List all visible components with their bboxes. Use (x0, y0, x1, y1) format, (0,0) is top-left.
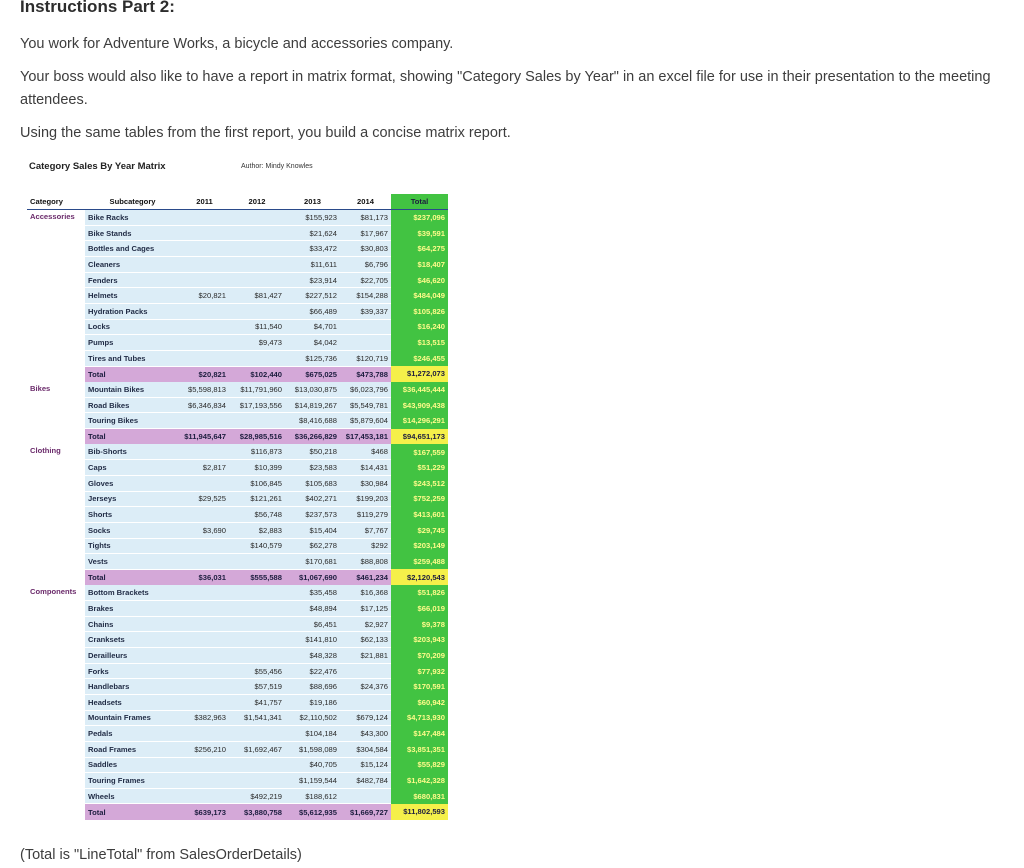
grand-total-cell: $2,120,543 (391, 569, 448, 585)
subcategory-label: Headsets (85, 695, 180, 711)
category-total-row (27, 804, 448, 820)
year-value-cell: $199,203 (340, 491, 391, 507)
year-value-cell: $8,416,688 (285, 413, 340, 429)
category-label: Components (30, 587, 77, 597)
year-value-cell: $120,719 (340, 350, 391, 366)
year-value-cell: $48,894 (285, 601, 340, 617)
year-total-cell: $36,266,829 (285, 429, 340, 445)
year-value-cell: $140,579 (229, 538, 285, 554)
row-total-cell: $246,455 (391, 350, 448, 366)
matrix-row (27, 554, 448, 570)
row-total-cell: $237,096 (391, 210, 448, 226)
matrix-row (27, 616, 448, 632)
subcategory-label: Caps (85, 460, 180, 476)
grand-total-cell: $1,272,073 (391, 366, 448, 382)
year-value-cell: $40,705 (285, 757, 340, 773)
year-value-cell: $104,184 (285, 726, 340, 742)
matrix-row (27, 257, 448, 273)
row-total-cell: $18,407 (391, 257, 448, 273)
subcategory-label: Bike Racks (85, 210, 180, 226)
matrix-row (27, 413, 448, 429)
year-value-cell: $39,337 (340, 303, 391, 319)
year-value-cell (340, 319, 391, 335)
year-value-cell (180, 773, 229, 789)
year-value-cell: $17,967 (340, 225, 391, 241)
row-total-cell: $9,378 (391, 616, 448, 632)
year-value-cell: $15,404 (285, 522, 340, 538)
subcategory-label: Chains (85, 616, 180, 632)
year-value-cell (180, 272, 229, 288)
row-total-cell: $13,515 (391, 335, 448, 351)
year-value-cell: $30,984 (340, 476, 391, 492)
row-total-cell: $29,745 (391, 522, 448, 538)
year-value-cell (340, 663, 391, 679)
row-total-cell: $167,559 (391, 444, 448, 460)
subcategory-label: Bib-Shorts (85, 444, 180, 460)
year-value-cell: $7,767 (340, 522, 391, 538)
year-value-cell: $105,683 (285, 476, 340, 492)
year-value-cell (229, 257, 285, 273)
year-2014-header: 2014 (340, 194, 391, 210)
matrix-row (27, 648, 448, 664)
year-value-cell: $5,598,813 (180, 382, 229, 398)
matrix-row (27, 476, 448, 492)
matrix-row (27, 726, 448, 742)
subcategory-label: Socks (85, 522, 180, 538)
year-total-cell: $11,945,647 (180, 429, 229, 445)
subcategory-label: Jerseys (85, 491, 180, 507)
subcategory-label: Shorts (85, 507, 180, 523)
year-value-cell (180, 757, 229, 773)
year-value-cell: $2,817 (180, 460, 229, 476)
year-value-cell: $62,133 (340, 632, 391, 648)
subcategory-label: Brakes (85, 601, 180, 617)
year-total-cell: $3,880,758 (229, 804, 285, 820)
total-label: Total (85, 366, 180, 382)
subcategory-label: Saddles (85, 757, 180, 773)
year-total-cell: $1,669,727 (340, 804, 391, 820)
year-value-cell: $10,399 (229, 460, 285, 476)
matrix-row (27, 538, 448, 554)
year-value-cell: $23,583 (285, 460, 340, 476)
year-value-cell: $6,023,796 (340, 382, 391, 398)
year-value-cell: $1,541,341 (229, 710, 285, 726)
year-value-cell: $48,328 (285, 648, 340, 664)
year-value-cell: $4,701 (285, 319, 340, 335)
subcategory-label: Road Frames (85, 741, 180, 757)
row-total-cell: $51,229 (391, 460, 448, 476)
row-total-cell: $51,826 (391, 585, 448, 601)
year-value-cell: $22,476 (285, 663, 340, 679)
year-value-cell: $116,873 (229, 444, 285, 460)
year-value-cell: $21,624 (285, 225, 340, 241)
row-total-cell: $39,591 (391, 225, 448, 241)
year-value-cell (229, 601, 285, 617)
footnote: (Total is "LineTotal" from SalesOrderDetails) (20, 847, 302, 863)
subcategory-label: Pumps (85, 335, 180, 351)
year-value-cell: $304,584 (340, 741, 391, 757)
year-value-cell (229, 726, 285, 742)
subcategory-label: Touring Bikes (85, 413, 180, 429)
year-value-cell: $15,124 (340, 757, 391, 773)
row-total-cell: $16,240 (391, 319, 448, 335)
subcategory-label: Road Bikes (85, 397, 180, 413)
row-total-cell: $105,826 (391, 303, 448, 319)
subcategory-label: Fenders (85, 272, 180, 288)
year-value-cell: $14,431 (340, 460, 391, 476)
year-value-cell: $55,456 (229, 663, 285, 679)
year-value-cell: $6,346,834 (180, 397, 229, 413)
year-total-cell: $1,067,690 (285, 569, 340, 585)
row-total-cell: $14,296,291 (391, 413, 448, 429)
year-value-cell: $2,110,502 (285, 710, 340, 726)
subcategory-label: Locks (85, 319, 180, 335)
year-value-cell: $227,512 (285, 288, 340, 304)
year-value-cell: $679,124 (340, 710, 391, 726)
year-value-cell: $402,271 (285, 491, 340, 507)
matrix-row (27, 288, 448, 304)
row-total-cell: $484,049 (391, 288, 448, 304)
year-value-cell: $29,525 (180, 491, 229, 507)
category-label: Accessories (30, 212, 75, 222)
row-total-cell: $203,943 (391, 632, 448, 648)
year-value-cell (180, 726, 229, 742)
year-value-cell: $13,030,875 (285, 382, 340, 398)
year-value-cell (229, 272, 285, 288)
year-value-cell (180, 350, 229, 366)
year-value-cell (180, 335, 229, 351)
year-value-cell (180, 788, 229, 804)
subcategory-label: Wheels (85, 788, 180, 804)
matrix-row (27, 695, 448, 711)
year-total-cell: $675,025 (285, 366, 340, 382)
year-value-cell (180, 303, 229, 319)
year-value-cell: $3,690 (180, 522, 229, 538)
year-value-cell: $88,808 (340, 554, 391, 570)
year-value-cell (180, 444, 229, 460)
year-value-cell (229, 350, 285, 366)
subcategory-label: Vests (85, 554, 180, 570)
year-value-cell: $22,705 (340, 272, 391, 288)
category-header: Category (27, 194, 85, 210)
row-total-cell: $55,829 (391, 757, 448, 773)
matrix-row (27, 601, 448, 617)
year-value-cell (180, 413, 229, 429)
year-total-cell: $36,031 (180, 569, 229, 585)
year-value-cell: $88,696 (285, 679, 340, 695)
matrix-row (27, 585, 448, 601)
year-value-cell: $5,879,604 (340, 413, 391, 429)
year-value-cell: $33,472 (285, 241, 340, 257)
row-total-cell: $1,642,328 (391, 773, 448, 789)
year-value-cell: $9,473 (229, 335, 285, 351)
year-value-cell: $237,573 (285, 507, 340, 523)
matrix-header-row (27, 194, 448, 210)
year-total-cell: $461,234 (340, 569, 391, 585)
year-value-cell (180, 319, 229, 335)
subcategory-label: Gloves (85, 476, 180, 492)
matrix-row (27, 210, 448, 226)
matrix-row (27, 225, 448, 241)
subcategory-label: Mountain Bikes (85, 382, 180, 398)
category-total-row (27, 366, 448, 382)
year-value-cell: $11,791,960 (229, 382, 285, 398)
intro-paragraph: You work for Adventure Works, a bicycle and accessories company. (20, 36, 454, 52)
year-value-cell (229, 210, 285, 226)
subcategory-label: Handlebars (85, 679, 180, 695)
row-total-cell: $752,259 (391, 491, 448, 507)
year-value-cell: $30,803 (340, 241, 391, 257)
year-value-cell: $256,210 (180, 741, 229, 757)
total-header: Total (391, 194, 448, 210)
year-value-cell: $1,692,467 (229, 741, 285, 757)
year-value-cell (229, 648, 285, 664)
year-value-cell (229, 757, 285, 773)
row-total-cell: $66,019 (391, 601, 448, 617)
matrix-row (27, 632, 448, 648)
year-value-cell (180, 616, 229, 632)
year-total-cell: $5,612,935 (285, 804, 340, 820)
year-value-cell: $56,748 (229, 507, 285, 523)
row-total-cell: $413,601 (391, 507, 448, 523)
year-value-cell (180, 679, 229, 695)
subcategory-label: Mountain Frames (85, 710, 180, 726)
year-value-cell: $6,796 (340, 257, 391, 273)
subcategory-label: Tires and Tubes (85, 350, 180, 366)
row-total-cell: $259,488 (391, 554, 448, 570)
year-value-cell: $50,218 (285, 444, 340, 460)
year-value-cell (229, 773, 285, 789)
total-label: Total (85, 804, 180, 820)
year-value-cell (180, 585, 229, 601)
year-value-cell: $62,278 (285, 538, 340, 554)
year-value-cell: $17,193,556 (229, 397, 285, 413)
matrix-row (27, 679, 448, 695)
year-value-cell (229, 241, 285, 257)
year-value-cell (340, 695, 391, 711)
category-label: Bikes (30, 383, 51, 393)
subcategory-label: Cranksets (85, 632, 180, 648)
year-total-cell: $102,440 (229, 366, 285, 382)
matrix-row (27, 773, 448, 789)
grand-total-cell: $11,802,593 (391, 804, 448, 820)
row-total-cell: $243,512 (391, 476, 448, 492)
year-value-cell (180, 257, 229, 273)
year-value-cell (180, 554, 229, 570)
year-value-cell: $21,881 (340, 648, 391, 664)
year-value-cell: $188,612 (285, 788, 340, 804)
year-value-cell: $24,376 (340, 679, 391, 695)
row-total-cell: $147,484 (391, 726, 448, 742)
year-value-cell: $482,784 (340, 773, 391, 789)
category-total-row (27, 569, 448, 585)
year-value-cell: $35,458 (285, 585, 340, 601)
matrix-row (27, 507, 448, 523)
year-value-cell: $1,598,089 (285, 741, 340, 757)
subcategory-label: Bottles and Cages (85, 241, 180, 257)
subcategory-label: Helmets (85, 288, 180, 304)
subcategory-label: Bike Stands (85, 225, 180, 241)
year-value-cell: $492,219 (229, 788, 285, 804)
matrix-row (27, 303, 448, 319)
row-total-cell: $36,445,444 (391, 382, 448, 398)
year-value-cell (229, 554, 285, 570)
year-value-cell (229, 225, 285, 241)
year-value-cell: $154,288 (340, 288, 391, 304)
category-label: Clothing (30, 446, 61, 456)
subcategory-label: Forks (85, 663, 180, 679)
subcategory-label: Pedals (85, 726, 180, 742)
matrix-row (27, 757, 448, 773)
instruction-paragraph: Using the same tables from the first report, you build a concise matrix report. (20, 125, 511, 141)
matrix-row (27, 741, 448, 757)
year-value-cell: $2,927 (340, 616, 391, 632)
year-value-cell: $23,914 (285, 272, 340, 288)
year-value-cell: $57,519 (229, 679, 285, 695)
year-value-cell: $81,173 (340, 210, 391, 226)
year-value-cell (229, 413, 285, 429)
year-value-cell: $125,736 (285, 350, 340, 366)
year-value-cell: $41,757 (229, 695, 285, 711)
year-value-cell (229, 303, 285, 319)
year-value-cell: $43,300 (340, 726, 391, 742)
row-total-cell: $4,713,930 (391, 710, 448, 726)
year-value-cell: $4,042 (285, 335, 340, 351)
total-label: Total (85, 569, 180, 585)
matrix-row (27, 241, 448, 257)
matrix-row (27, 335, 448, 351)
row-total-cell: $70,209 (391, 648, 448, 664)
row-total-cell: $46,620 (391, 272, 448, 288)
year-total-cell: $20,821 (180, 366, 229, 382)
year-value-cell: $382,963 (180, 710, 229, 726)
year-value-cell (180, 601, 229, 617)
year-value-cell: $2,883 (229, 522, 285, 538)
year-value-cell (180, 695, 229, 711)
year-value-cell: $14,819,267 (285, 397, 340, 413)
year-value-cell: $17,125 (340, 601, 391, 617)
year-total-cell: $28,985,516 (229, 429, 285, 445)
year-value-cell: $155,923 (285, 210, 340, 226)
matrix-row (27, 522, 448, 538)
row-total-cell: $43,909,438 (391, 397, 448, 413)
year-value-cell: $11,540 (229, 319, 285, 335)
subcategory-label: Cleaners (85, 257, 180, 273)
year-value-cell: $11,611 (285, 257, 340, 273)
matrix-row (27, 350, 448, 366)
report-author: Author: Mindy Knowles (241, 163, 313, 170)
request-paragraph: Your boss would also like to have a report in matrix format, showing "Category Sales by Year" in an excel file for use in their presentation to the meeting attendees. (20, 69, 991, 108)
year-value-cell: $468 (340, 444, 391, 460)
year-value-cell: $19,186 (285, 695, 340, 711)
subcategory-label: Hydration Packs (85, 303, 180, 319)
year-value-cell (180, 241, 229, 257)
category-sales-matrix (27, 194, 448, 820)
row-total-cell: $77,932 (391, 663, 448, 679)
category-total-row (27, 429, 448, 445)
matrix-row (27, 319, 448, 335)
page-heading: Instructions Part 2: (20, 0, 175, 16)
row-total-cell: $64,275 (391, 241, 448, 257)
year-value-cell (180, 225, 229, 241)
year-value-cell (340, 788, 391, 804)
year-value-cell (180, 648, 229, 664)
year-value-cell: $121,261 (229, 491, 285, 507)
year-total-cell: $555,588 (229, 569, 285, 585)
year-value-cell (180, 632, 229, 648)
year-value-cell: $141,810 (285, 632, 340, 648)
year-value-cell (180, 507, 229, 523)
year-value-cell: $16,368 (340, 585, 391, 601)
matrix-row (27, 382, 448, 398)
subcategory-label: Tights (85, 538, 180, 554)
matrix-row (27, 491, 448, 507)
row-total-cell: $3,851,351 (391, 741, 448, 757)
matrix-row (27, 444, 448, 460)
subcategory-header: Subcategory (85, 194, 180, 210)
row-total-cell: $170,591 (391, 679, 448, 695)
year-value-cell: $5,549,781 (340, 397, 391, 413)
year-value-cell (180, 538, 229, 554)
subcategory-label: Bottom Brackets (85, 585, 180, 601)
matrix-row (27, 788, 448, 804)
matrix-row (27, 397, 448, 413)
year-value-cell (229, 616, 285, 632)
matrix-row (27, 663, 448, 679)
report-title: Category Sales By Year Matrix (29, 161, 166, 172)
year-value-cell: $66,489 (285, 303, 340, 319)
row-total-cell: $203,149 (391, 538, 448, 554)
matrix-row (27, 710, 448, 726)
grand-total-cell: $94,651,173 (391, 429, 448, 445)
total-label: Total (85, 429, 180, 445)
year-value-cell (340, 335, 391, 351)
year-value-cell (180, 210, 229, 226)
subcategory-label: Derailleurs (85, 648, 180, 664)
year-total-cell: $473,788 (340, 366, 391, 382)
year-2011-header: 2011 (180, 194, 229, 210)
year-value-cell: $119,279 (340, 507, 391, 523)
year-value-cell: $6,451 (285, 616, 340, 632)
year-value-cell (180, 663, 229, 679)
year-2012-header: 2012 (229, 194, 285, 210)
year-value-cell (229, 632, 285, 648)
year-value-cell (180, 476, 229, 492)
year-value-cell: $81,427 (229, 288, 285, 304)
row-total-cell: $680,831 (391, 788, 448, 804)
year-value-cell: $292 (340, 538, 391, 554)
year-value-cell: $170,681 (285, 554, 340, 570)
year-total-cell: $17,453,181 (340, 429, 391, 445)
year-total-cell: $639,173 (180, 804, 229, 820)
row-total-cell: $60,942 (391, 695, 448, 711)
year-value-cell: $20,821 (180, 288, 229, 304)
subcategory-label: Touring Frames (85, 773, 180, 789)
year-value-cell: $1,159,544 (285, 773, 340, 789)
year-value-cell (229, 585, 285, 601)
matrix-row (27, 272, 448, 288)
year-value-cell: $106,845 (229, 476, 285, 492)
year-2013-header: 2013 (285, 194, 340, 210)
matrix-row (27, 460, 448, 476)
